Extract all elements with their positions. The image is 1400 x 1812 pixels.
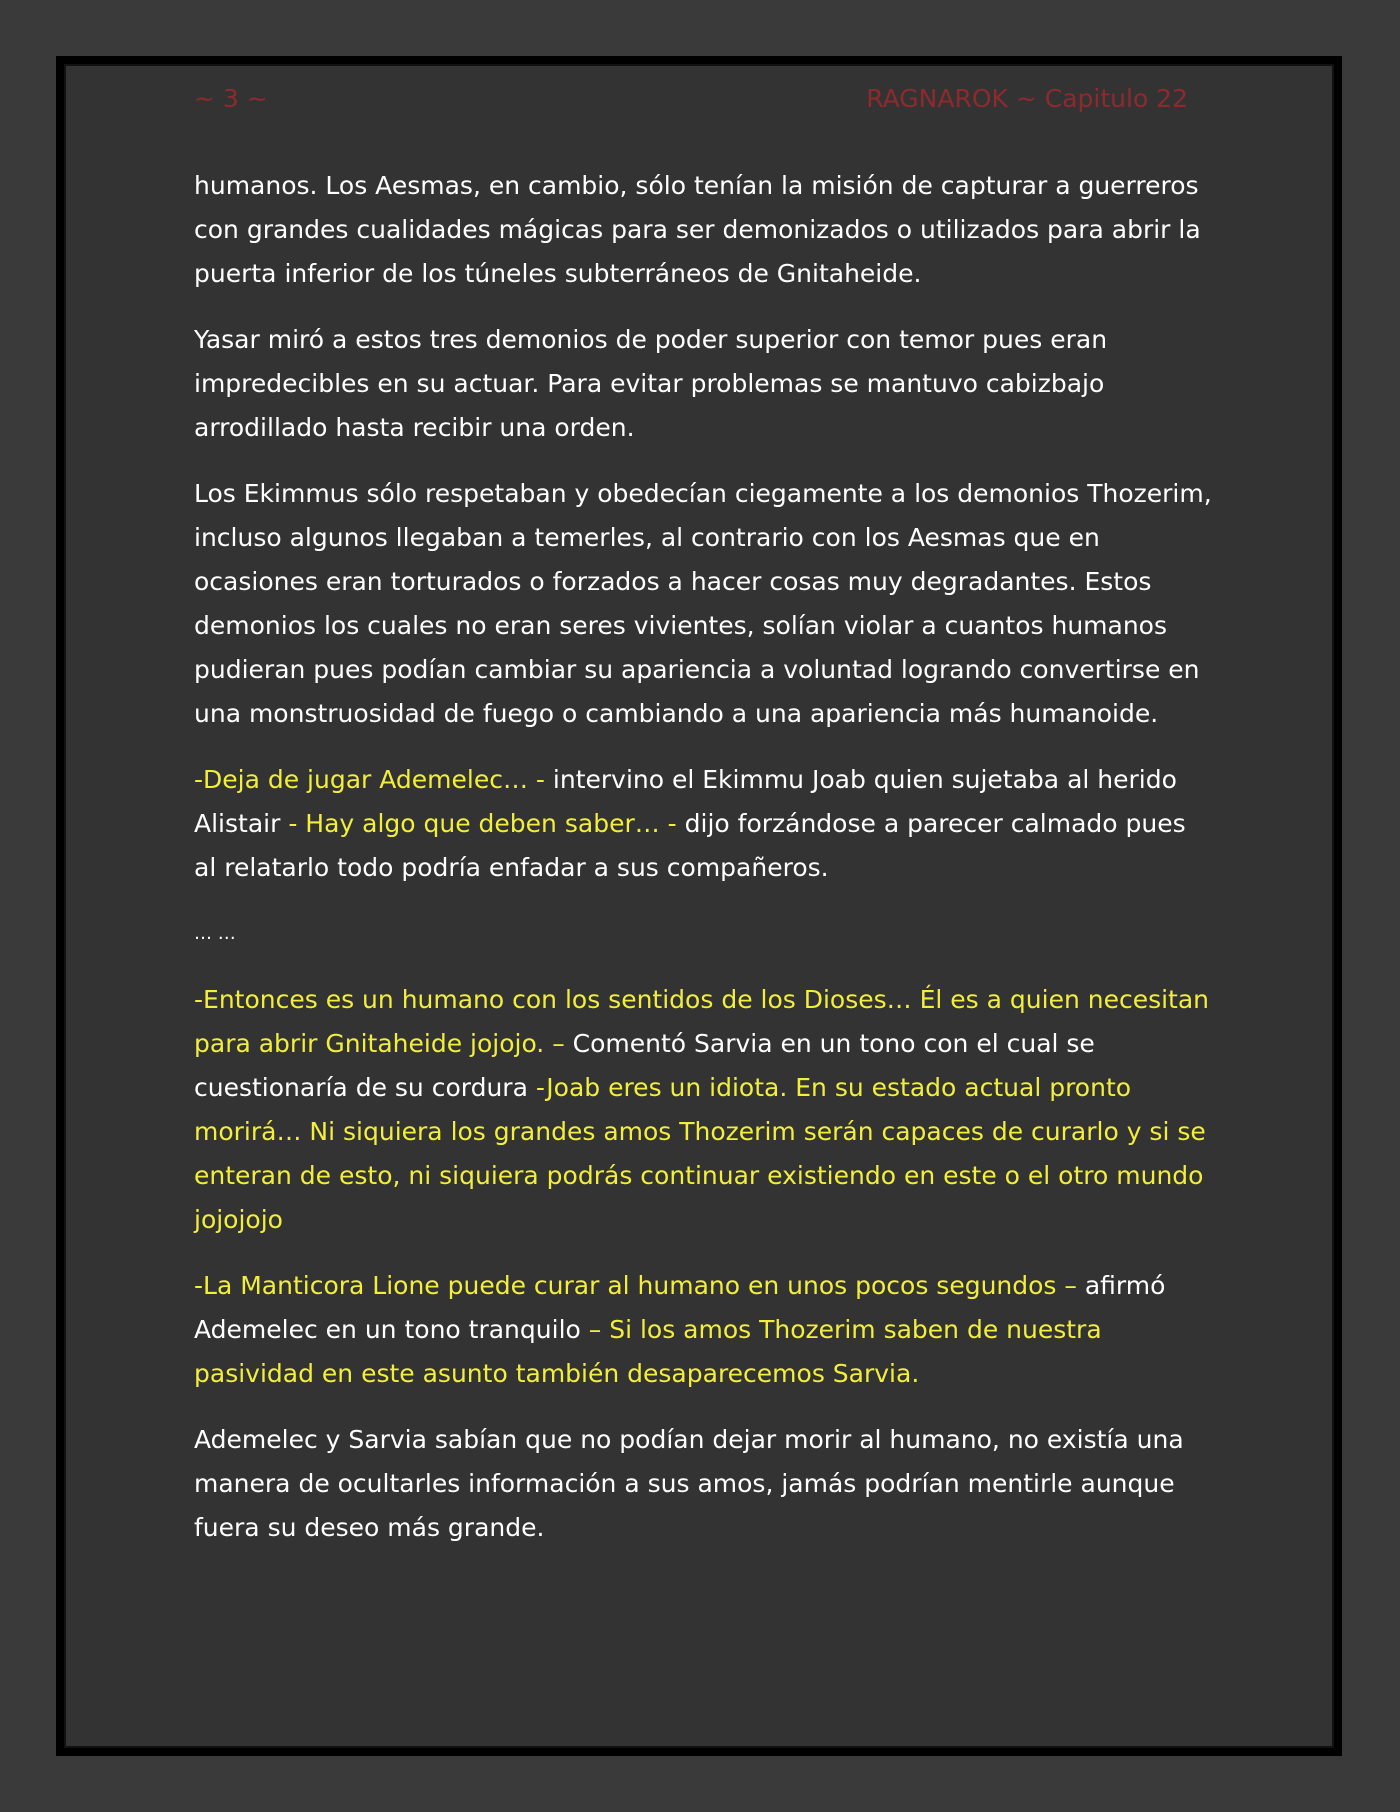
paragraph <box>194 472 1214 736</box>
chapter-body <box>194 164 1214 1572</box>
dialogue-text: – Si los amos Thozerim saben de nuestra pasividad en este asunto también desaparecemos Sarvia. <box>194 1315 1102 1388</box>
dialogue-text: -Entonces es un humano con los sentidos de los Dioses… Él es a quien necesitan para abrir Gnitaheide jojojo. – <box>194 985 1210 1058</box>
narration-text: … … <box>194 923 236 944</box>
page-header <box>194 84 1194 120</box>
paragraph <box>194 164 1214 296</box>
scene-break <box>194 912 1214 956</box>
narration-text: intervino el Ekimmu Joab quien sujetaba al herido Alistair <box>194 765 1177 838</box>
paragraph <box>194 1418 1214 1550</box>
paragraph <box>194 758 1214 890</box>
paragraph <box>194 318 1214 450</box>
narration-text: afirmó Ademelec en un tono tranquilo <box>194 1271 1166 1344</box>
narration-text: dijo forzándose a parecer calmado pues al relatarlo todo podría enfadar a sus compañeros. <box>194 809 1186 882</box>
page-number: ~ 3 ~ <box>194 84 268 113</box>
paragraph <box>194 1264 1214 1396</box>
narration-text: Comentó Sarvia en un tono con el cual se cuestionaría de su cordura <box>194 1029 1095 1102</box>
running-title: RAGNAROK ~ Capitulo 22 <box>866 84 1188 113</box>
dialogue-text: - Hay algo que deben saber… - <box>288 809 685 838</box>
narration-text: Yasar miró a estos tres demonios de poder superior con temor pues eran impredecibles en su actuar. Para evitar problemas se mantuvo cabizbajo arrodillado hasta recibir una orden. <box>194 325 1108 442</box>
dialogue-text: -Joab eres un idiota. En su estado actual pronto morirá… Ni siquiera los grandes amos Thozerim serán capaces de curarlo y si se enteran de esto, ni siquiera podrás continuar existiendo en este o el otro mundo jojojojo <box>194 1073 1206 1234</box>
narration-text: humanos. Los Aesmas, en cambio, sólo tenían la misión de capturar a guerreros con grandes cualidades mágicas para ser demonizados o utilizados para abrir la puerta inferior de los túneles subterráneos de Gnitaheide. <box>194 171 1201 288</box>
dialogue-text: -La Manticora Lione puede curar al humano en unos pocos segundos – <box>194 1271 1085 1300</box>
paragraph <box>194 978 1214 1242</box>
narration-text: Ademelec y Sarvia sabían que no podían dejar morir al humano, no existía una manera de ocultarles información a sus amos, jamás podrían mentirle aunque fuera su deseo más grande. <box>194 1425 1184 1542</box>
narration-text: Los Ekimmus sólo respetaban y obedecían ciegamente a los demonios Thozerim, incluso algunos llegaban a temerles, al contrario con los Aesmas que en ocasiones eran torturados o forzados a hacer cosas muy degradantes. Estos demonios los cuales no eran seres vivientes, solían violar a cuantos humanos pudieran pues podían cambiar su apariencia a voluntad logrando convertirse en una monstruosidad de fuego o cambiando a una apariencia más humanoide. <box>194 479 1212 728</box>
dialogue-text: -Deja de jugar Ademelec… - <box>194 765 553 794</box>
